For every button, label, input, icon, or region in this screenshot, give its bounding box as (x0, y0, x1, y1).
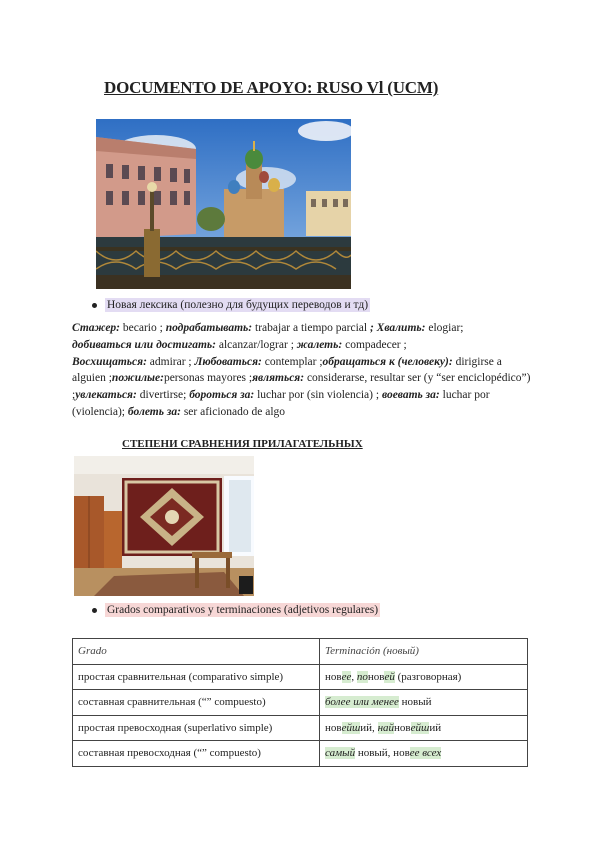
terminacion-cell (320, 715, 528, 741)
text-fragment: , (351, 670, 357, 683)
term: обращаться к (человеку): (322, 355, 453, 368)
highlighted-ending: более или менее (325, 696, 399, 709)
terminacion-cell (320, 741, 528, 767)
bullet-dot (92, 608, 97, 613)
definition: dirigirse a alguien ; (72, 355, 502, 385)
table-row (73, 690, 528, 716)
table-row (73, 741, 528, 767)
section-heading: СТЕПЕНИ СРАВНЕНИЯ ПРИЛАГАТЕЛЬНЫХ (122, 438, 363, 450)
text-fragment: ий, (360, 721, 378, 734)
highlighted-ending: ей (384, 670, 395, 683)
text-fragment: (разговорная) (394, 670, 462, 683)
bullet-dot (92, 303, 97, 308)
table-row (73, 715, 528, 741)
definition: elogiar; (425, 322, 464, 334)
term: подрабатывать: (165, 322, 253, 334)
definition: personas mayores ; (163, 372, 253, 385)
grado-cell: составная превосходная (“” compuesto) (73, 741, 320, 767)
term: Стажер: (72, 322, 121, 334)
bullet-text: Новая лексика (полезно для будущих переводов и тд) (107, 299, 369, 311)
text-fragment: нов (394, 721, 411, 734)
highlighted-ending: ейш (341, 721, 361, 734)
definition: divertirse; (136, 389, 190, 402)
bullet-new-vocabulary (92, 299, 370, 311)
highlighted-ending: по (356, 670, 368, 683)
vocabulary-list (72, 320, 532, 421)
definition: becario ; (120, 322, 166, 334)
highlighted-ending: най (377, 721, 395, 734)
term: Восхищаться: (72, 355, 147, 368)
definition: compadecer ; (342, 338, 407, 351)
header-grado: Grado (73, 639, 320, 665)
text-fragment: нов (367, 670, 385, 683)
term: жалеть: (296, 338, 343, 351)
grado-cell: простая превосходная (superlativo simple) (73, 715, 320, 741)
highlighted-ending: ее всех (409, 747, 442, 760)
terminacion-cell (320, 664, 528, 690)
definition: trabajar a tiempo parcial (252, 322, 370, 334)
room-photo (74, 456, 254, 596)
highlighted-ending: ее (341, 670, 352, 683)
grado-cell: составная сравнительная (“” compuesto) (73, 690, 320, 716)
page-title: DOCUMENTO DE APOYO: RUSO Vl (UCM) (104, 78, 439, 97)
definition: admirar ; (146, 355, 195, 368)
highlighted-ending: ейш (410, 721, 430, 734)
table-header-row (73, 639, 528, 665)
highlighted-ending: самый (325, 747, 356, 760)
term: воевать за: (381, 389, 440, 402)
term: увлекаться: (75, 389, 137, 402)
term: ; Хвалить: (369, 322, 426, 334)
definition: luchar por (violencia); (72, 389, 490, 418)
term: болеть за: (127, 405, 181, 418)
header-terminacion: Terminación (новый) (320, 639, 528, 665)
text-fragment: нов (325, 670, 342, 683)
church-photo (96, 119, 351, 289)
text-fragment: новый (398, 696, 432, 709)
text-fragment: нов (325, 721, 342, 734)
definition: alcanzar/lograr ; (216, 338, 297, 351)
definition: considerarse, resultar ser (y “ser enciclopédico”) ; (72, 372, 531, 402)
term: Любоваться: (194, 355, 262, 368)
bullet-comparative-grades (92, 604, 380, 616)
grades-table (72, 638, 528, 767)
term: бороться за: (189, 389, 255, 402)
grado-cell: простая сравнительная (comparativo simple) (73, 664, 320, 690)
definition: luchar por (sin violencia) ; (254, 389, 382, 402)
definition: ser aficionado de algo (180, 405, 286, 418)
text-fragment: ий (429, 721, 442, 734)
table-row (73, 664, 528, 690)
definition: contemplar ; (261, 355, 323, 368)
terminacion-cell (320, 690, 528, 716)
term: являться: (252, 372, 305, 385)
term: добиваться или достигать: (72, 338, 216, 351)
term: пожилые: (111, 372, 164, 385)
bullet-text: Grados comparativos y terminaciones (adjetivos regulares) (107, 604, 379, 616)
text-fragment: новый, нов (355, 747, 410, 760)
